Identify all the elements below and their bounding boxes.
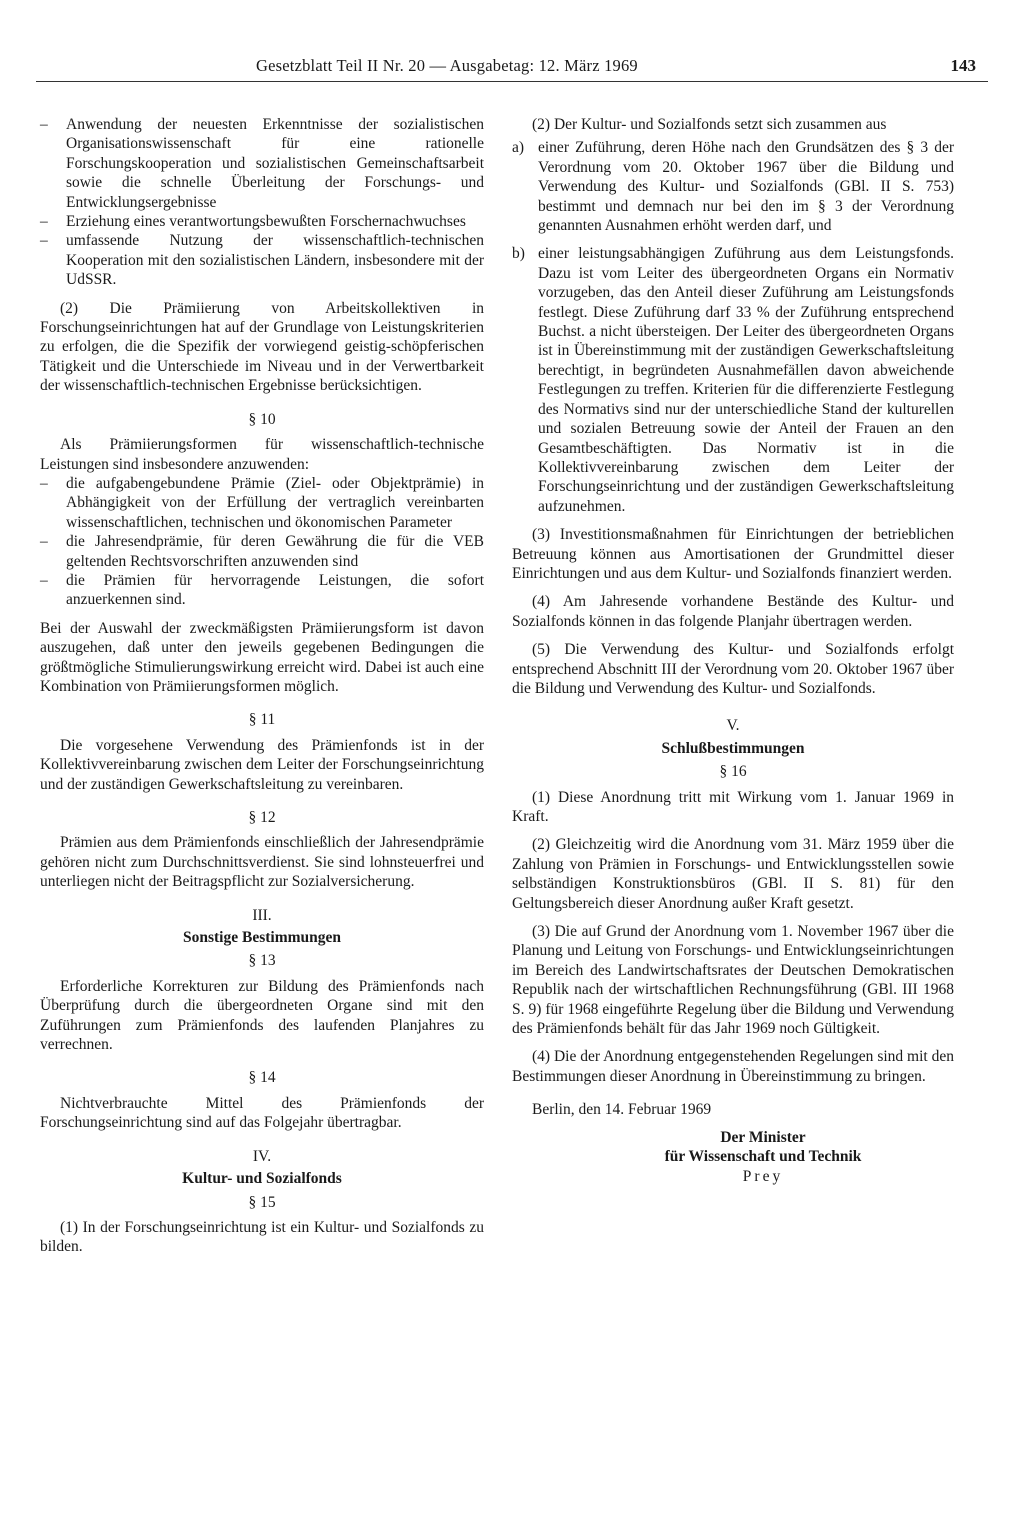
list-marker: a): [512, 139, 525, 157]
section-heading: § 15: [248, 1193, 276, 1211]
list-item: – die Prämien für hervorragende Leistungen, die sofort anzuerkennen sind.: [40, 571, 484, 610]
list-item-text: einer leistungsabhängigen Zuführung aus dem Leistungsfonds. Dazu ist vom Leiter des übergeordneten Organs ein Normativ vorzugeben, das den Anteil dieser Zuführung am Leistungsfonds festlegt. Diese Zuführung darf 33 % der Zuführung entsprechend Buchst. a nicht übersteigen. Der Leiter des übergeordneten Organs ist in Übereinstimmung mit der zuständigen Gewerkschaftsleitung berechtigt, in begründeten Ausnahmefällen davon abweichende Festlegungen zu treffen. Kriterien für die differenzierte Festlegung des Normativs sind nur der unterschiedliche Stand der kulturellen und sozialen Betreuung sowie der Anteil der Frauen an den Gesamtbeschäftigten. Das Normativ ist in die Kollektivvereinbarung zwischen dem Leiter der Forschungseinrichtung und der zuständigen Gewerkschaftsleitung aufzunehmen.: [538, 245, 954, 515]
paragraph: (2) Der Kultur- und Sozialfonds setzt sich zusammen aus: [532, 116, 887, 133]
paragraph: (4) Die der Anordnung entgegenstehenden Regelungen sind mit den Bestimmungen dieser Anordnung in Übereinstimmung zu bringen.: [512, 1048, 954, 1085]
paragraph: (2) Die Prämiierung von Arbeitskollektiven in Forschungseinrichtungen hat auf der Grundlage von Leistungskriterien zu erfolgen, die die Spezifik der vorwiegend geistig-schöpferischen Tätigkeit und die Unterschiede im Niveau und in der Verwertbarkeit der wissenschaftlich-technischen Ergebnisse berücksichtigen.: [40, 299, 484, 395]
signature-line: für Wissenschaft und Technik: [664, 1148, 862, 1166]
left-column: [40, 115, 484, 1266]
paragraph: Nichtverbrauchte Mittel des Prämienfonds der Forschungseinrichtung sind auf das Folgejahr übertragbar.: [40, 1094, 484, 1132]
paragraph: (3) Investitionsmaßnahmen für Einrichtungen der betrieblichen Betreuung können aus Amortisationen der Grundmittel dieser Einrichtungen und aus dem Kultur- und Sozialfonds finanziert werden.: [512, 526, 954, 582]
paragraph: (4) Am Jahresende vorhandene Bestände des Kultur- und Sozialfonds können in das folgende Planjahr übertragen werden.: [512, 593, 954, 630]
header-title: Gesetzblatt Teil II Nr. 20 — Ausgabetag: 12. März 1969: [256, 56, 638, 75]
place-date: Berlin, den 14. Februar 1969: [532, 1101, 712, 1119]
list-item: – umfassende Nutzung der wissenschaftlich-technischen Kooperation mit den sozialistischen Ländern, insbesondere mit der UdSSR.: [40, 231, 484, 289]
part-number: IV.: [252, 1147, 272, 1165]
paragraph: (5) Die Verwendung des Kultur- und Sozialfonds erfolgt entsprechend Abschnitt III der Verordnung vom 20. Oktober 1967 über die Bildung und Verwendung des Kultur- und Sozialfonds.: [512, 641, 954, 697]
signer-name: Prey: [742, 1167, 784, 1185]
section-heading: § 16: [719, 763, 747, 781]
list-item: [512, 244, 954, 516]
list-marker: b): [512, 245, 525, 263]
paragraph: (2) Gleichzeitig wird die Anordnung vom 31. März 1959 über die Zahlung von Prämien in Forschungs- und Entwicklungsstellen sowie selbständigen Konstruktionsbüros (GBl. II S. 81) für den Geltungsbereich dieser Anordnung außer Kraft gesetzt.: [512, 836, 954, 912]
list-item-text: einer Zuführung, deren Höhe nach den Grundsätzen des § 3 der Verordnung vom 20. Oktober 1967 über die Bildung und Verwendung des Kultur- und Sozialfonds (GBl. II S. 753) bestimmt und demnach nur bei den im § 3 der Verordnung genannten Ausnahmen erhöht werden darf, und: [538, 139, 954, 235]
section-heading: § 12: [248, 809, 276, 826]
dash-list: [40, 115, 484, 290]
list-item: – Erziehung eines verantwortungsbewußten Forschernachwuchses: [40, 212, 484, 231]
section-heading: § 13: [248, 952, 276, 970]
list-item: [512, 138, 954, 235]
section-heading: § 14: [248, 1069, 276, 1087]
paragraph: (3) Die auf Grund der Anordnung vom 1. November 1967 über die Planung und Leitung von Forschungs- und Entwicklungseinrichtungen im Bereich des Landwirtschaftsrates der Deutschen Demokratischen Republik nach der wirtschaftlichen Rechnungsführung (GBl. III 1968 S. 9) für 1968 eingeführte Regelung über die Bildung und Verwendung des Prämienfonds behält für das Jahr 1969 noch Gültigkeit.: [512, 923, 954, 1038]
signature-title: [512, 1128, 954, 1167]
part-title: Kultur- und Sozialfonds: [182, 1170, 342, 1188]
section-heading: § 11: [248, 711, 276, 729]
list-item: – Anwendung der neuesten Erkenntnisse der sozialistischen Organisationswissenschaft für eine rationelle Forschungskooperation und sozialistischen Gemeinschaftsarbeit sowie die schnelle Überleitung der Forschungs- und Entwicklungsergebnisse: [40, 115, 484, 212]
list-item: – die Jahresendprämie, für deren Gewährung die für die VEB geltenden Rechtsvorschriften anzuwenden sind: [40, 532, 484, 571]
part-title: Schlußbestimmungen: [661, 739, 805, 757]
part-number: V.: [726, 717, 740, 735]
paragraph: Als Prämiierungsformen für wissenschaftlich-technische Leistungen sind insbesondere anzuwenden:: [40, 436, 484, 473]
signature-line: Der Minister: [720, 1128, 806, 1146]
page-header: [36, 56, 988, 82]
paragraph: Prämien aus dem Prämienfonds einschließlich der Jahresendprämie gehören nicht zum Durchschnittsverdienst. Sie sind lohnsteuerfrei und unterliegen nicht der Beitragspflicht zur Sozialversicherung.: [40, 834, 484, 891]
paragraph: Bei der Auswahl der zweckmäßigsten Prämiierungsform ist davon auszugehen, daß unter den jeweils gegebenen Bedingungen die größtmögliche Stimulierungswirkung erreicht wird. Dabei ist auch eine Kombination von Prämiierungsformen möglich.: [40, 619, 484, 695]
list-item: – die aufgabengebundene Prämie (Ziel- oder Objektprämie) in Abhängigkeit von der Erfüllung der vertraglich vereinbarten wissenschaftlichen, technischen und ökonomischen Parameter: [40, 474, 484, 532]
part-title: Sonstige Bestimmungen: [182, 929, 342, 947]
page-number: 143: [950, 56, 976, 75]
section-heading: § 10: [248, 410, 276, 428]
dash-list: [40, 474, 484, 610]
paragraph: Erforderliche Korrekturen zur Bildung des Prämienfonds nach Überprüfung durch die übergeordneten Organe sind mit den Zuführungen zum Prämienfonds des laufenden Planjahres zu verrechnen.: [40, 977, 484, 1054]
part-number: III.: [252, 906, 272, 924]
paragraph: (1) Diese Anordnung tritt mit Wirkung vom 1. Januar 1969 in Kraft.: [512, 788, 954, 825]
right-column: [512, 115, 954, 1186]
paragraph: Die vorgesehene Verwendung des Prämienfonds ist in der Kollektivvereinbarung zwischen dem Leiter der Forschungseinrichtung und der zuständigen Gewerkschaftsleitung zu vereinbaren.: [40, 736, 484, 793]
paragraph: (1) In der Forschungseinrichtung ist ein Kultur- und Sozialfonds zu bilden.: [40, 1218, 484, 1256]
